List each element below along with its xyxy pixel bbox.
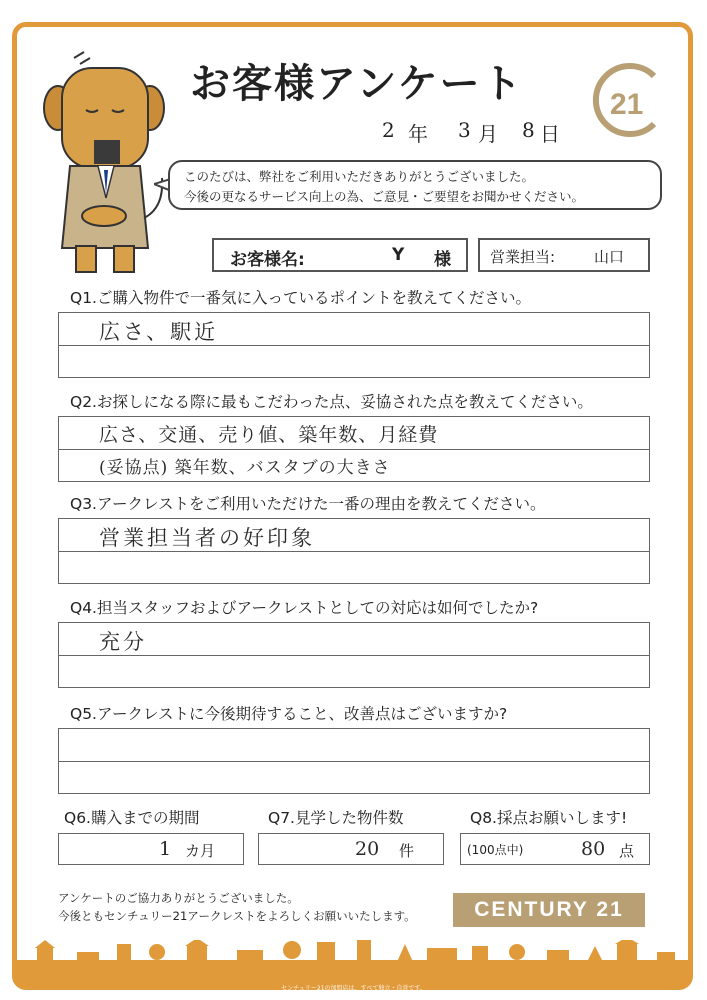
century21-logo-icon (586, 58, 670, 142)
footer-closing: 今後ともセンチュリー21アークレストをよろしくお願いいたします。 (58, 909, 416, 923)
footer-thanks: アンケートのご協力ありがとうございました。 (58, 891, 299, 905)
customer-name-field (212, 238, 468, 272)
answer-2-line-1: 広さ、交通、売り値、築年数、月経費 (99, 424, 439, 446)
viewings-value: 20 (355, 838, 380, 860)
question-5: Q5.アークレストに今後期待すること、改善点はございますか? (70, 705, 508, 723)
customer-honorific: 様 (434, 250, 451, 270)
answer-box-4 (58, 622, 650, 688)
answer-1-line-1: 広さ、駅近 (99, 320, 219, 344)
question-1: Q1.ご購入物件で一番気に入っているポイントを教えてください。 (70, 289, 531, 307)
town-skyline-illustration (17, 940, 688, 985)
answer-box-3 (58, 518, 650, 584)
answer-box-7 (258, 833, 444, 865)
question-2: Q2.お探しになる際に最もこだわった点、妥協された点を教えてください。 (70, 393, 593, 411)
question-7: Q7.見学した物件数 (268, 809, 404, 827)
question-6: Q6.購入までの期間 (64, 809, 200, 827)
date-year: 2 (382, 118, 395, 142)
answer-2-line-2: (妥協点) 築年数、バスタブの大きさ (99, 458, 391, 478)
score-scale: (100点中) (467, 843, 524, 857)
staff-name: 山口 (594, 248, 625, 266)
question-4: Q4.担当スタッフおよびアークレストとしての対応は如何でしたか? (70, 599, 539, 617)
staff-label: 営業担当: (490, 248, 556, 266)
answer-box-8 (460, 833, 650, 865)
answer-3-line-1: 営業担当者の好印象 (99, 526, 315, 550)
century21-brand-logo: CENTURY 21 (453, 893, 645, 927)
greeting-line-1: このたびは、弊社をご利用いただきありがとうございました。 (184, 169, 535, 184)
date-day-unit: 日 (540, 122, 560, 146)
customer-name-label: お客様名: (230, 250, 305, 270)
viewings-unit: 件 (399, 842, 415, 860)
greeting-bubble (168, 160, 662, 210)
mascot-dog-icon (40, 48, 180, 278)
date-month: 3 (458, 118, 471, 142)
survey-date (370, 118, 570, 148)
answer-box-5 (58, 728, 650, 794)
answer-box-1 (58, 312, 650, 378)
score-value: 80 (581, 838, 606, 860)
answer-box-2 (58, 416, 650, 482)
date-day: 8 (522, 118, 535, 142)
period-value: 1 (159, 838, 172, 860)
greeting-line-2: 今後の更なるサービス向上の為、ご意見・ご要望をお聞かせください。 (184, 189, 585, 204)
customer-name-value: Y (392, 245, 405, 265)
page-title: お客様アンケート (190, 61, 524, 107)
date-year-unit: 年 (408, 122, 428, 146)
answer-4-line-1: 充分 (99, 630, 147, 654)
footer-copyright: センチュリー21の加盟店は、すべて独立・自営です。 (281, 985, 426, 992)
answer-box-6 (58, 833, 244, 865)
logo-text: 21 (610, 88, 644, 121)
score-unit: 点 (619, 842, 635, 860)
question-3: Q3.アークレストをご利用いただけた一番の理由を教えてください。 (70, 495, 546, 513)
question-8: Q8.採点お願いします! (470, 809, 628, 827)
period-unit: カ月 (185, 842, 216, 860)
date-month-unit: 月 (478, 122, 498, 146)
staff-field (478, 238, 650, 272)
